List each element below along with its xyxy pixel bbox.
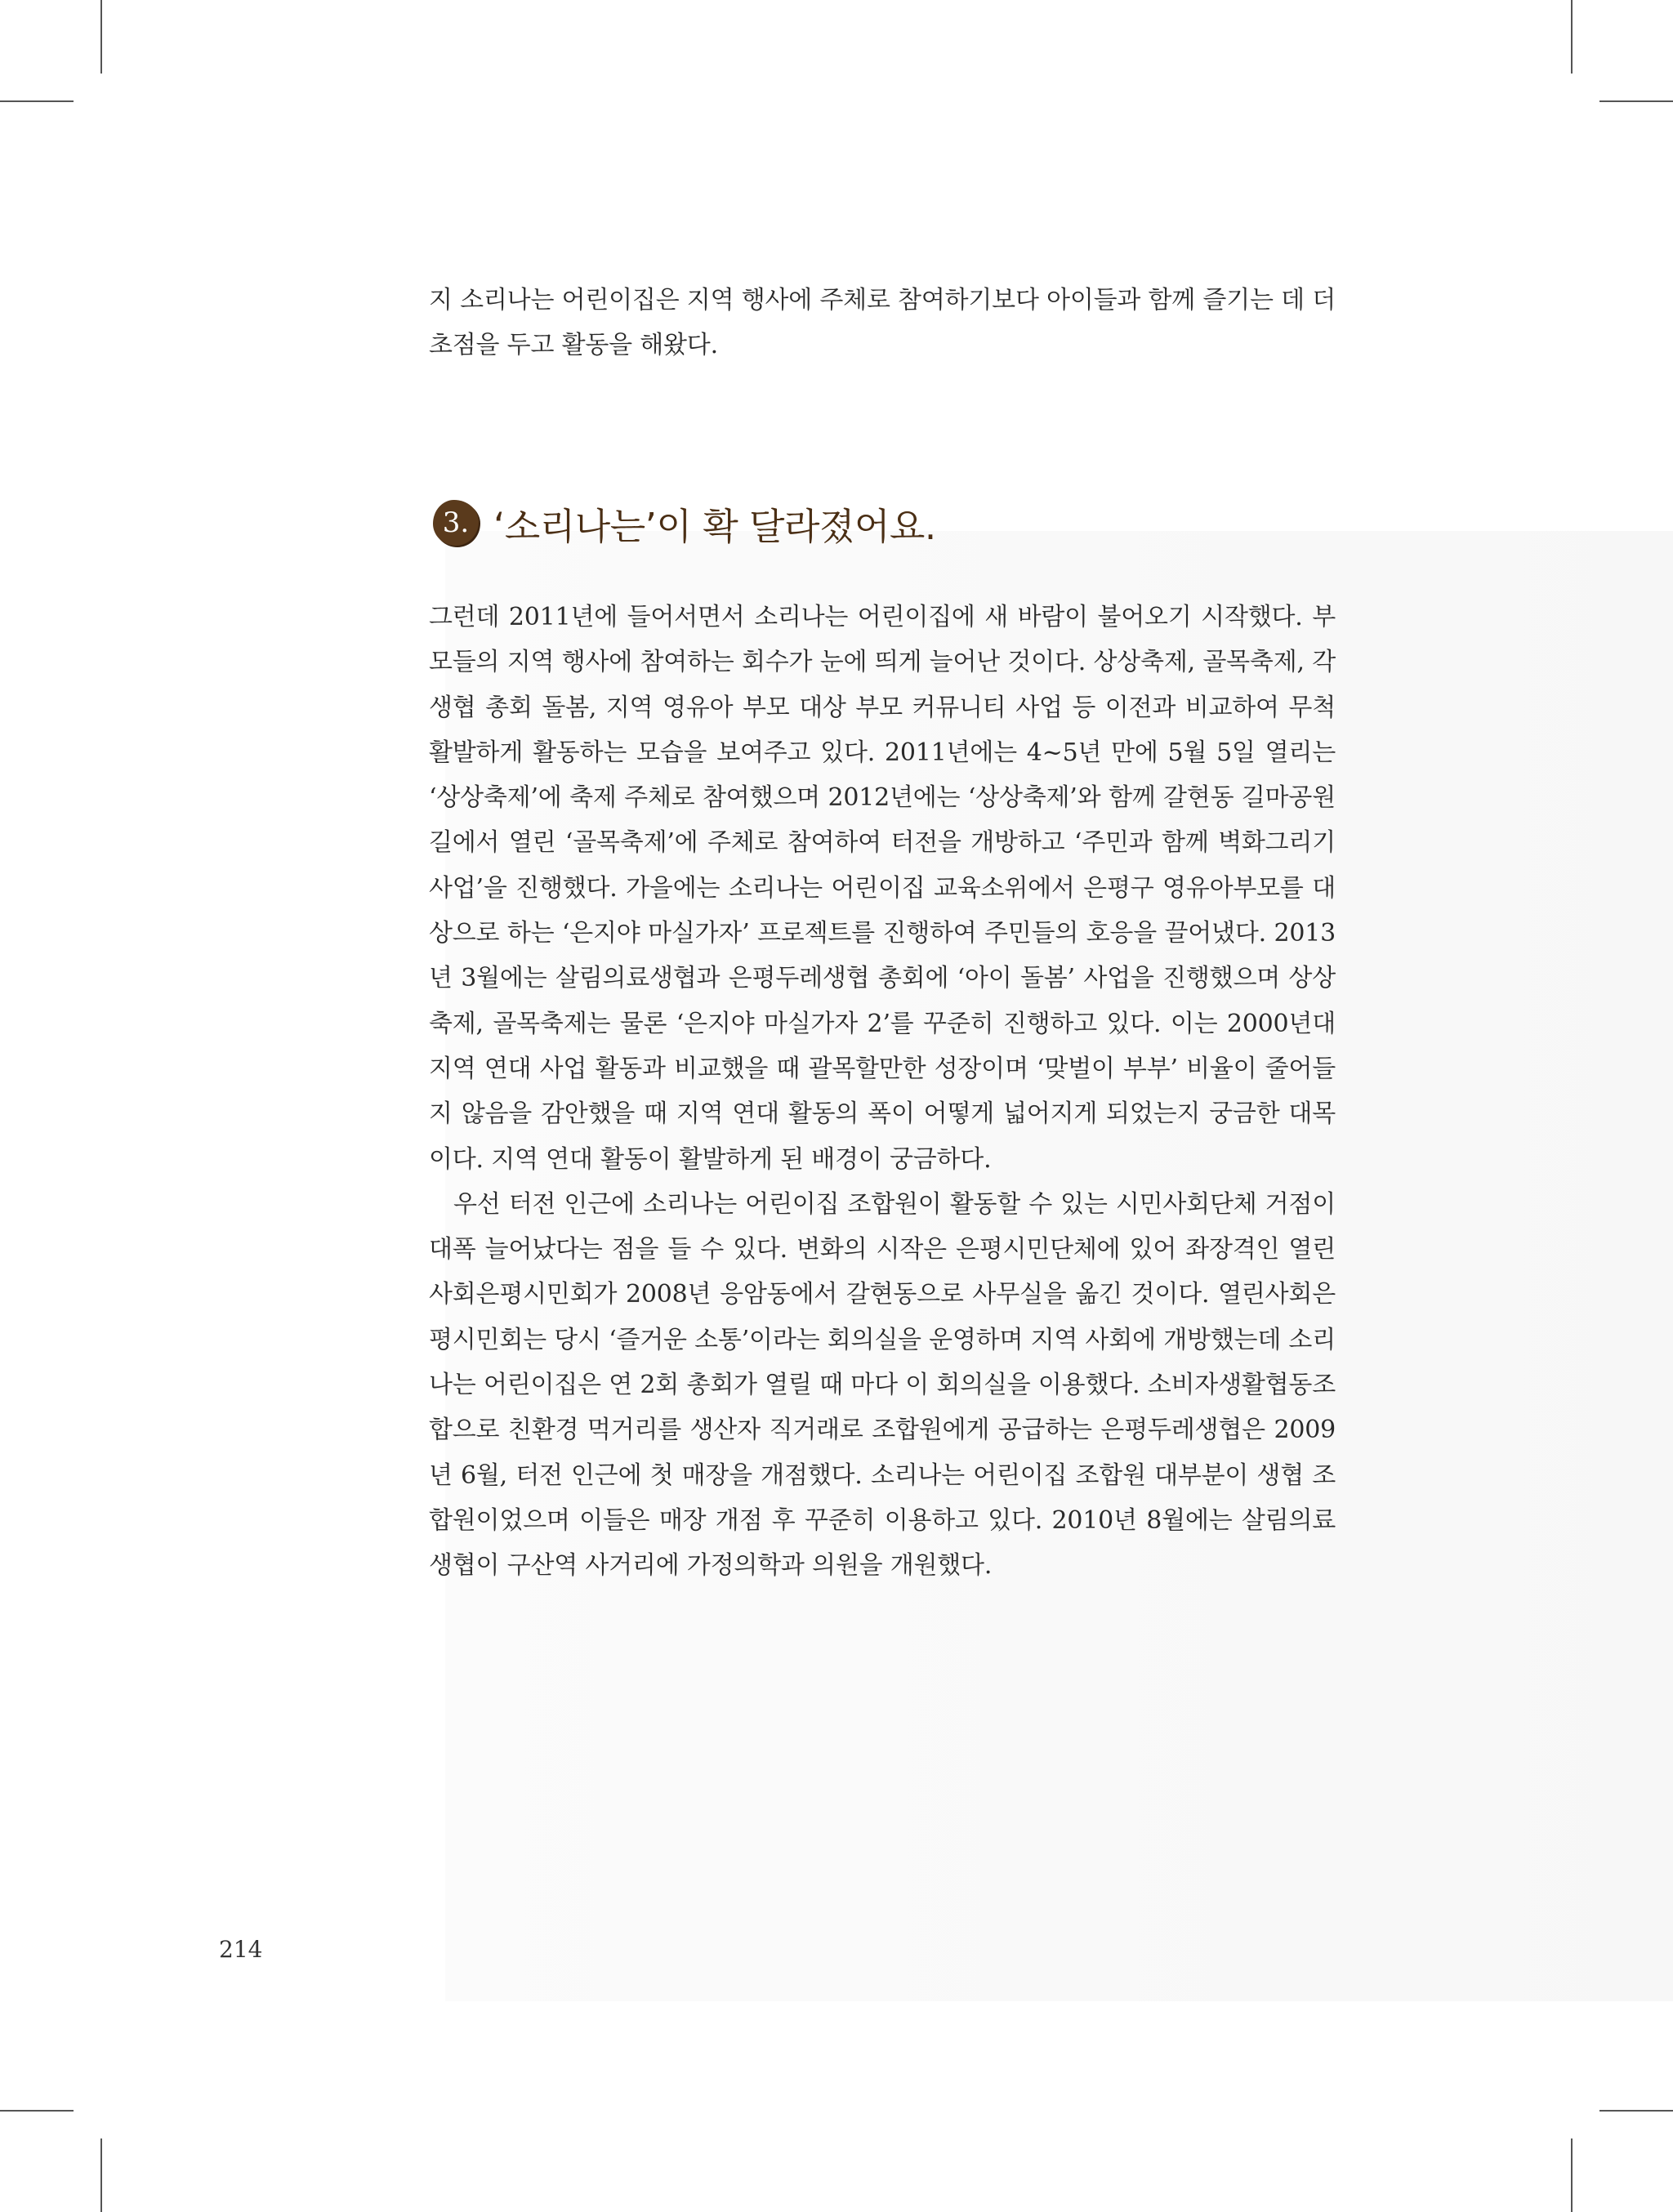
crop-mark-bottom-left-vertical	[100, 2138, 102, 2212]
crop-mark-top-left-vertical	[100, 0, 102, 74]
body-paragraph-2: 우선 터전 인근에 소리나는 어린이집 조합원이 활동할 수 있는 시민사회단체 거점이 대폭 늘어났다는 점을 들 수 있다. 변화의 시작은 은평시민단체에 있어 좌장격인 열린사회은평시민회가 2008년 응암동에서 갈현동으로 사무실을 옮긴 것이다. 열린사회은평시민회는 당시 ‘즐거운 소통’이라는 회의실을 운영하며 지역 사회에 개방했는데 소리나는 어린이집은 연 2회 총회가 열릴 때 마다 이 회의실을 이용했다. 소비자생활협동조합으로 친환경 먹거리를 생산자 직거래로 조합원에게 공급하는 은평두레생협은 2009년 6월, 터전 인근에 첫 매장을 개점했다. 소리나는 어린이집 조합원 대부분이 생협 조합원이었으며 이들은 매장 개점 후 꾸준히 이용하고 있다. 2010년 8월에는 살림의료생협이 구산역 사거리에 가정의학과 의원을 개원했다.	[429, 1189, 1336, 1581]
crop-mark-bottom-left-horizontal	[0, 2110, 74, 2112]
body-text-block	[429, 595, 1336, 1589]
section-heading	[433, 498, 936, 547]
section-number-badge: 3.	[433, 500, 479, 546]
intro-paragraph: 지 소리나는 어린이집은 지역 행사에 주체로 참여하기보다 아이들과 함께 즐기는 데 더 초점을 두고 활동을 해왔다.	[429, 286, 1336, 360]
crop-mark-bottom-right-horizontal	[1599, 2110, 1673, 2112]
crop-mark-top-right-horizontal	[1599, 100, 1673, 102]
intro-text-block	[429, 278, 1336, 368]
page-number: 214	[219, 1936, 263, 1963]
crop-mark-top-left-horizontal	[0, 100, 74, 102]
body-paragraph-1: 그런데 2011년에 들어서면서 소리나는 어린이집에 새 바람이 불어오기 시작했다. 부모들의 지역 행사에 참여하는 회수가 눈에 띄게 늘어난 것이다. 상상축제, 골목축제, 각 생협 총회 돌봄, 지역 영유아 부모 대상 부모 커뮤니티 사업 등 이전과 비교하여 무척 활발하게 활동하는 모습을 보여주고 있다. 2011년에는 4~5년 만에 5월 5일 열리는 ‘상상축제’에 축제 주체로 참여했으며 2012년에는 ‘상상축제’와 함께 갈현동 길마공원길에서 열린 ‘골목축제’에 주체로 참여하여 터전을 개방하고 ‘주민과 함께 벽화그리기 사업’을 진행했다. 가을에는 소리나는 어린이집 교육소위에서 은평구 영유아부모를 대상으로 하는 ‘은지야 마실가자’ 프로젝트를 진행하여 주민들의 호응을 끌어냈다. 2013년 3월에는 살림의료생협과 은평두레생협 총회에 ‘아이 돌봄’ 사업을 진행했으며 상상축제, 골목축제는 물론 ‘은지야 마실가자 2’를 꾸준히 진행하고 있다. 이는 2000년대 지역 연대 사업 활동과 비교했을 때 괄목할만한 성장이며 ‘맞벌이 부부’ 비율이 줄어들지 않음을 감안했을 때 지역 연대 활동의 폭이 어떻게 넓어지게 되었는지 궁금한 대목이다. 지역 연대 활동이 활발하게 된 배경이 궁금하다.	[429, 603, 1336, 1174]
crop-mark-bottom-right-vertical	[1571, 2138, 1573, 2212]
section-title: ‘소리나는’이 확 달라졌어요.	[493, 504, 936, 548]
crop-mark-top-right-vertical	[1571, 0, 1573, 74]
